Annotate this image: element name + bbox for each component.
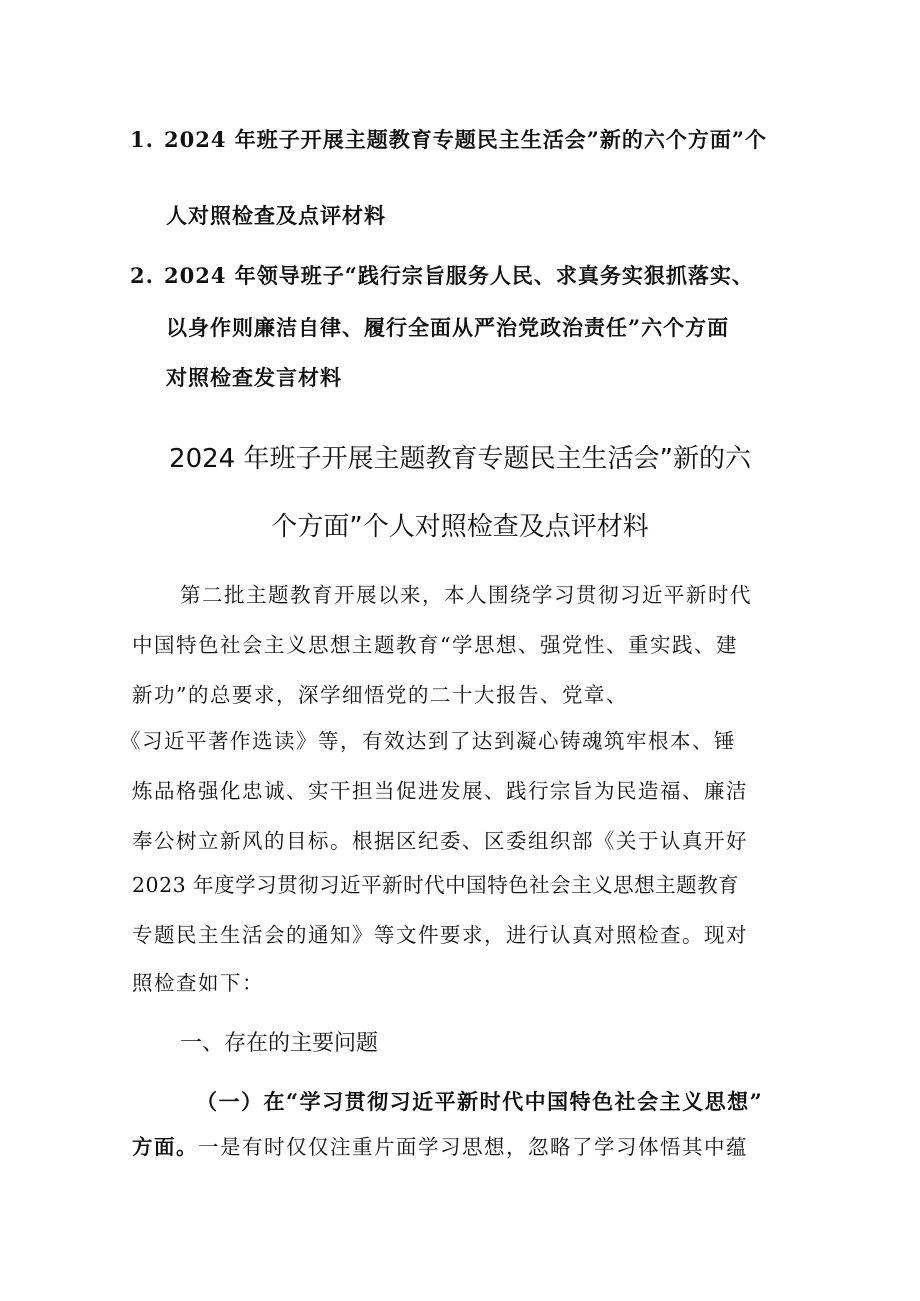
subsection-1-continuation (132, 1130, 748, 1160)
article-title-line2: 个方面”个人对照检查及点评材料 (271, 512, 649, 542)
toc-item-2-title-line2: 以身作则廉洁自律、履行全面从严治党政治责任”六个方面 (166, 315, 730, 340)
paragraph-line: 照检查如下： (132, 971, 264, 995)
toc-item-1-title-line2: 人对照检查及点评材料 (166, 203, 386, 228)
toc-item-2-title-line1: 2024 年领导班子“践行宗旨服务人民、求真务实狠抓落实、 (164, 263, 754, 288)
toc-item-2-title-line3: 对照检查发言材料 (166, 365, 342, 390)
paragraph-line: 炼品格强化忠诚、实干担当促进发展、践行宗旨为民造福、廉洁 (132, 779, 748, 803)
paragraph-line: 专题民主生活会的通知》等文件要求，进行认真对照检查。现对 (132, 923, 748, 947)
section-heading-1: 一、存在的主要问题 (180, 1031, 379, 1056)
paragraph-line: 中国特色社会主义思想主题教育“学思想、强党性、重实践、建 (132, 633, 738, 657)
subsection-heading-1: （一）在“学习贯彻习近平新时代中国特色社会主义思想” (196, 1089, 764, 1114)
paragraph-line: 2023 年度学习贯彻习近平新时代中国特色社会主义思想主题教育 (132, 873, 740, 897)
article-title-line1: 2024 年班子开展主题教育专题民主生活会”新的六 (169, 444, 751, 474)
paragraph-line: 奉公树立新风的目标。根据区纪委、区委组织部《关于认真开好 (132, 829, 748, 853)
paragraph-line: 新功”的总要求，深学细悟党的二十大报告、党章、 (132, 683, 628, 707)
toc-item-1-title-line1: 2024 年班子开展主题教育专题民主生活会”新的六个方面”个 (164, 127, 767, 152)
toc-item-1-number: 1. (130, 127, 154, 152)
toc-item-2-number: 2. (130, 263, 154, 288)
subsection-1-label-end: 方面。 (132, 1135, 198, 1159)
paragraph-line: 《习近平著作选读》等，有效达到了达到凝心铸魂筑牢根本、锤 (120, 729, 736, 753)
subsection-1-text: 一是有时仅仅注重片面学习思想，忽略了学习体悟其中蕴 (198, 1135, 748, 1159)
paragraph-line: 第二批主题教育开展以来，本人围绕学习贯彻习近平新时代 (180, 583, 752, 607)
